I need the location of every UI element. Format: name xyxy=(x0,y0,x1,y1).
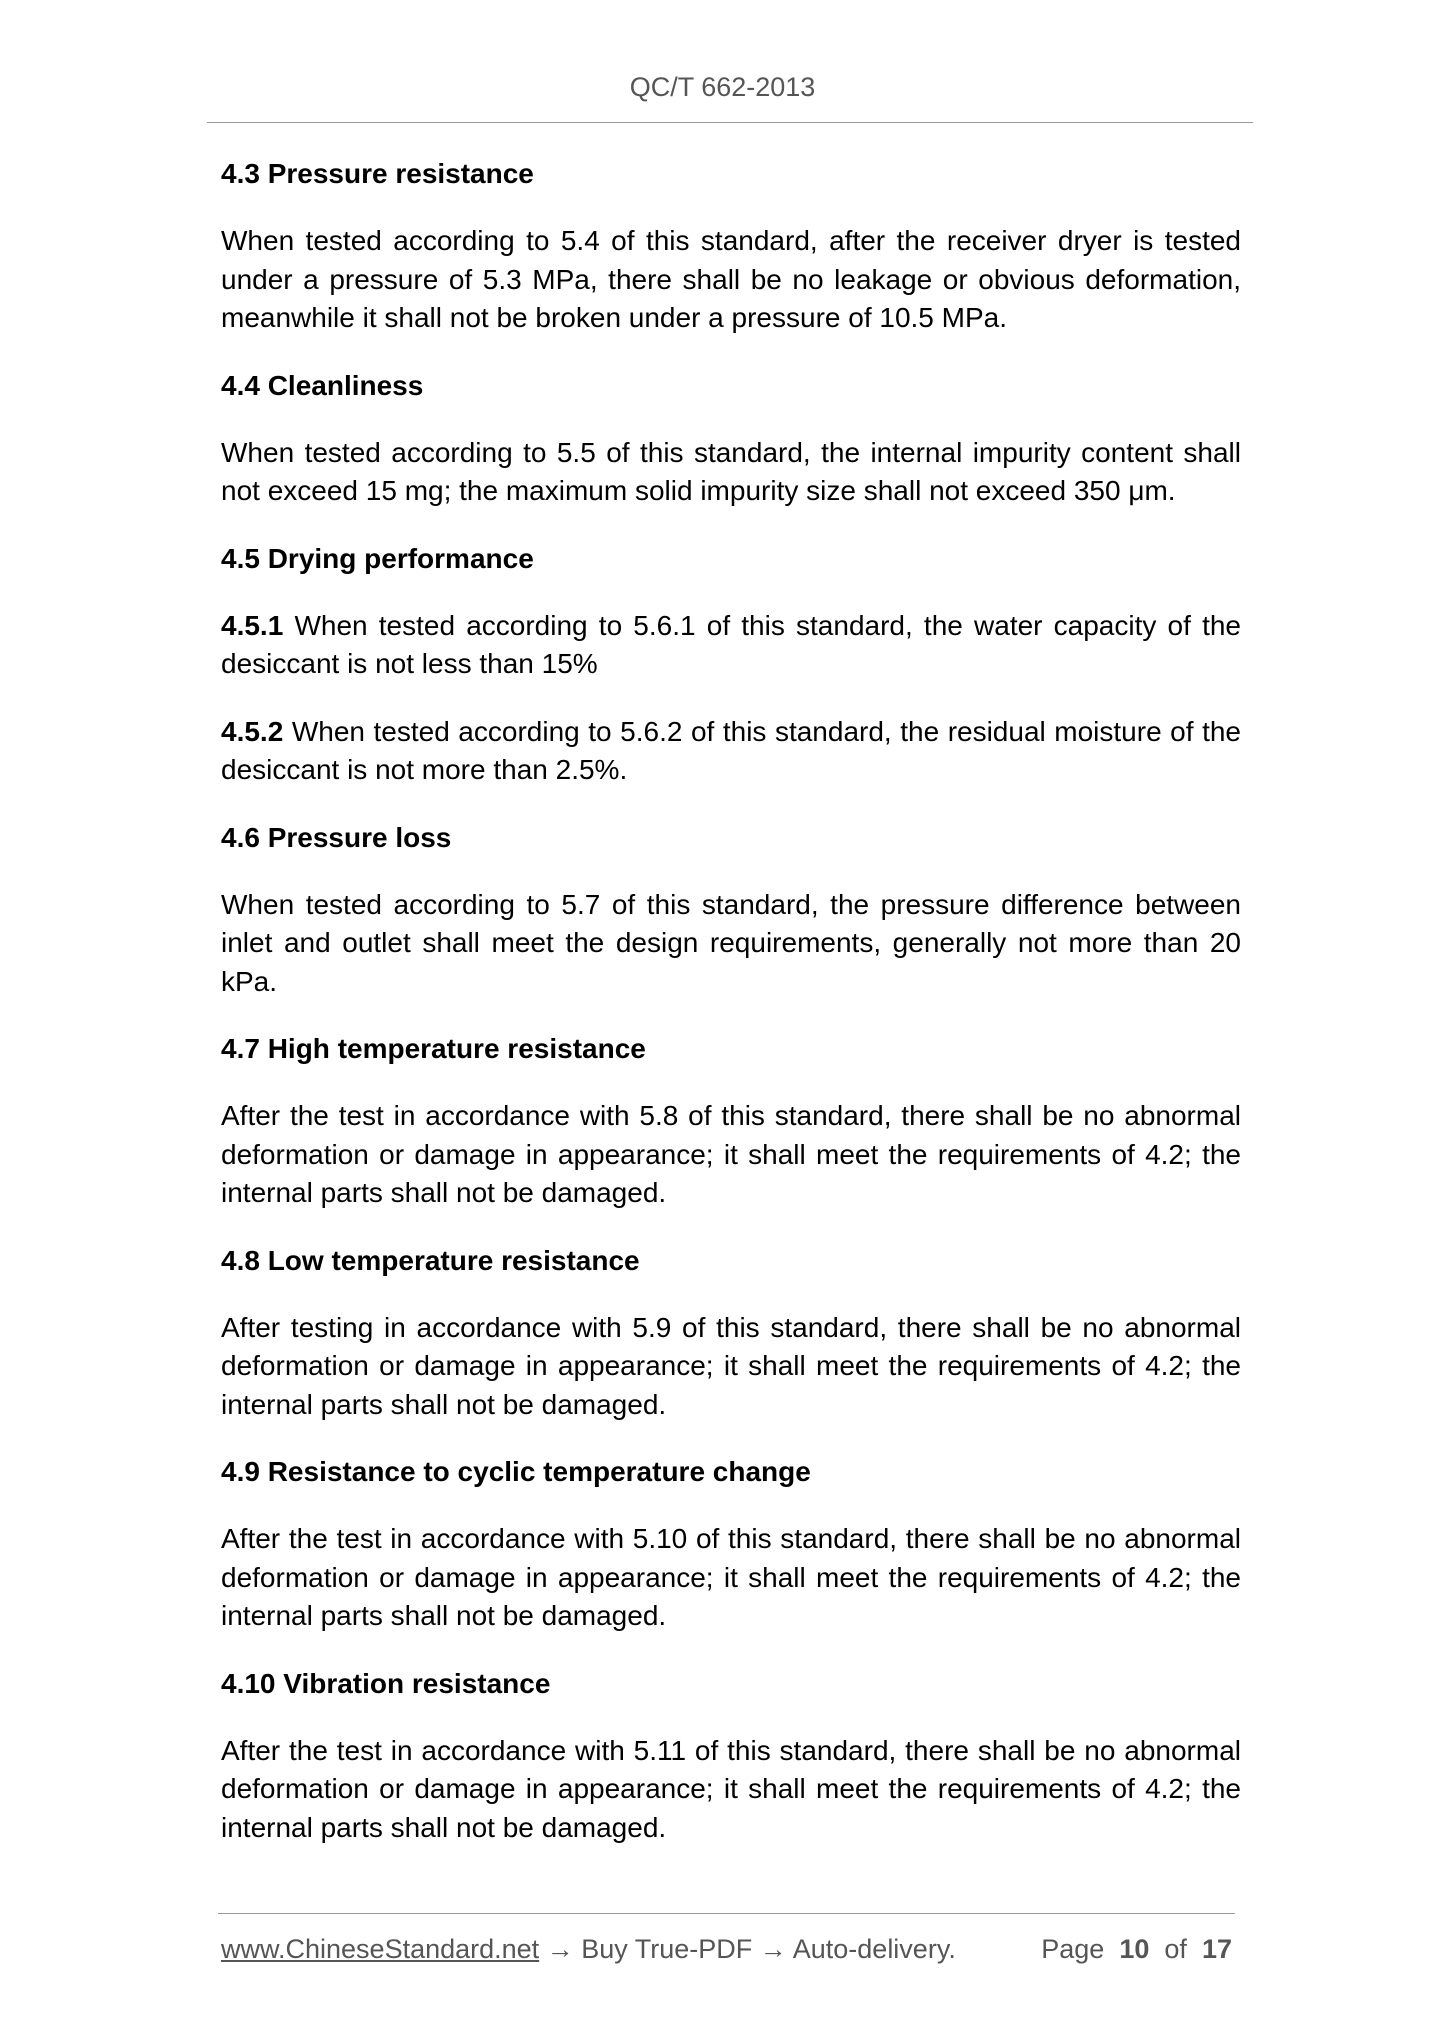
footer-tagline: → Buy True-PDF → Auto-delivery. xyxy=(539,1934,956,1964)
website-link[interactable]: www.ChineseStandard.net xyxy=(221,1934,540,1964)
section-heading: 4.10 Vibration resistance xyxy=(221,1667,551,1699)
section-paragraph xyxy=(221,607,1241,684)
page-current: 10 xyxy=(1119,1934,1150,1964)
document-header-title: QC/T 662-2013 xyxy=(629,72,816,102)
clause-number: 4.5.2 xyxy=(221,715,284,747)
section-heading: 4.9 Resistance to cyclic temperature change xyxy=(221,1456,811,1487)
paragraph-text: After the test in accordance with 5.8 of this standard, there shall be no abnormal deformation or damage in appearance; it shall meet the requirements of 4.2; the internal parts shall not be damaged. xyxy=(221,1100,1241,1208)
section-heading: 4.8 Low temperature resistance xyxy=(221,1244,640,1276)
section-paragraph xyxy=(221,1309,1241,1425)
paragraph-text: When tested according to 5.5 of this standard, the internal impurity content shall not exceed 15 mg; the maximum solid impurity size shall not exceed 350 μm. xyxy=(221,436,1241,506)
page-total: 17 xyxy=(1201,1934,1232,1964)
page-number xyxy=(1041,1934,1232,1965)
paragraph-text: When tested according to 5.6.2 of this standard, the residual moisture of the desiccant is not more than 2.5%. xyxy=(221,715,1241,785)
section-heading: 4.3 Pressure resistance xyxy=(221,158,534,189)
section-paragraph xyxy=(221,1520,1241,1636)
paragraph-text: After the test in accordance with 5.10 of this standard, there shall be no abnormal deformation or damage in appearance; it shall meet the requirements of 4.2; the internal parts shall not be damaged. xyxy=(221,1523,1241,1631)
section-heading: 4.6 Pressure loss xyxy=(221,821,452,853)
clause-number: 4.5.1 xyxy=(221,609,284,641)
document-body xyxy=(221,155,1241,1876)
page-label: Page xyxy=(1041,1934,1105,1964)
paragraph-text: When tested according to 5.4 of this standard, after the receiver dryer is tested under a pressure of 5.3 MPa, there shall be no leakage or obvious deformation, meanwhile it shall not be broken under a pressure of 10.5 MPa. xyxy=(221,225,1241,333)
paragraph-text: When tested according to 5.7 of this standard, the pressure difference between inlet and outlet shall meet the design requirements, generally not more than 20 kPa. xyxy=(221,888,1241,997)
paragraph-text: After the test in accordance with 5.11 of this standard, there shall be no abnormal deformation or damage in appearance; it shall meet the requirements of 4.2; the internal parts shall not be damaged. xyxy=(221,1734,1241,1843)
footer-divider xyxy=(218,1913,1235,1914)
section-paragraph xyxy=(221,434,1241,511)
page-of-label: of xyxy=(1164,1934,1187,1964)
page-footer xyxy=(221,1934,1235,1970)
header-divider xyxy=(207,122,1253,123)
section-paragraph xyxy=(221,222,1241,338)
paragraph-text: After testing in accordance with 5.9 of this standard, there shall be no abnormal deformation or damage in appearance; it shall meet the requirements of 4.2; the internal parts shall not be damaged. xyxy=(221,1311,1241,1420)
paragraph-text: When tested according to 5.6.1 of this standard, the water capacity of the desiccant is not less than 15% xyxy=(221,609,1241,679)
section-heading: 4.7 High temperature resistance xyxy=(221,1033,646,1064)
section-heading: 4.4 Cleanliness xyxy=(221,369,424,401)
section-paragraph xyxy=(221,1732,1241,1848)
section-paragraph xyxy=(221,1097,1241,1213)
section-paragraph xyxy=(221,886,1241,1002)
section-paragraph xyxy=(221,713,1241,790)
footer-promo xyxy=(221,1934,956,1965)
section-heading: 4.5 Drying performance xyxy=(221,542,534,574)
